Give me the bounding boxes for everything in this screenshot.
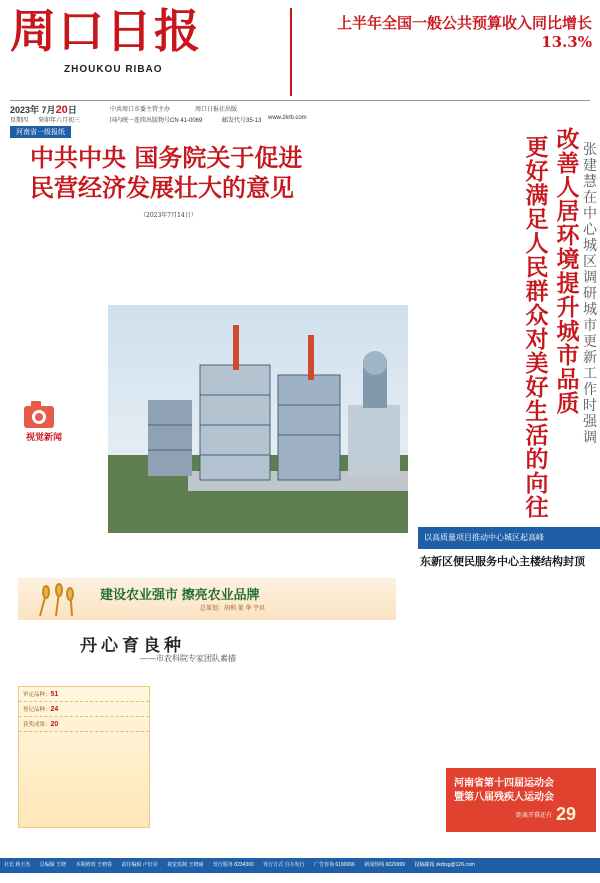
main-headline-line-2: 民营经济发展壮大的意见 — [30, 173, 294, 202]
footer-bar — [0, 858, 600, 873]
ag-article-col-0 — [18, 830, 148, 854]
ag-article-col-1 — [152, 668, 234, 854]
games-countdown-label: 距离开幕还有 — [516, 813, 553, 819]
footer-item: 广告咨询 6190066 — [313, 862, 355, 868]
newspaper-pinyin: ZHOUKOU RIBAO — [64, 64, 163, 75]
footer-item: 社长 蒋玉杰 — [4, 862, 31, 868]
project-banner: 以高质量项目推动中心城区起高峰 — [418, 527, 600, 549]
agriculture-banner-credit: 总策划：胡利 董 华 宇贝 — [200, 606, 266, 612]
footer-item: 发行方式 自办发行 — [263, 862, 305, 868]
ag-article-col-3 — [322, 620, 410, 854]
serial-number: 国内统一连续出版物号CN 41-0069 — [110, 118, 203, 124]
sports-games-ad — [446, 768, 596, 832]
main-headline-line-1: 中共中央 国务院关于促进 — [30, 143, 303, 172]
project-article-col-2 — [510, 570, 596, 764]
view-news-label: 视觉新闻 — [26, 432, 63, 442]
headline-date: （2023年7月14日） — [140, 212, 197, 219]
games-countdown-days: 29 — [556, 804, 577, 824]
top-article-col-1 — [300, 32, 392, 98]
top-article-col-3 — [496, 32, 592, 98]
dateline-rule — [10, 100, 590, 101]
main-headline — [30, 143, 440, 203]
article-col-1 — [12, 222, 104, 398]
top-headline: 上半年全国一般公共预算收入同比增长13.3% — [336, 14, 592, 51]
agriculture-subheadline: ——市农科院专家团队素描 — [140, 654, 236, 663]
industrial-plant-photo — [108, 305, 408, 533]
vertical-headline-col-b: 更好满足人民群众对美好生活的向往 — [525, 134, 549, 521]
wheat-icon — [26, 582, 86, 616]
footer-item: 责任编辑 卢好亮 — [121, 862, 158, 868]
publisher: 中共周口市委主管主办 — [110, 107, 171, 113]
ag-article-col-2 — [238, 668, 318, 854]
footer-item: 发行服务 8234300 — [212, 862, 254, 868]
footer-item: 本期值班 王晓春 — [75, 862, 112, 868]
view-news-badge — [22, 400, 64, 448]
article-col-4 — [310, 222, 406, 304]
postal-code: 邮发代号35-13 — [222, 118, 262, 124]
stat-row: 审定品种：51 — [19, 687, 149, 702]
masthead — [10, 6, 220, 96]
footer-item: 投稿邮箱 zkrbsg@126.com — [414, 862, 475, 868]
right-article-col — [418, 156, 518, 522]
vertical-headline-col-a: 改善人居环境 提升城市品质 — [556, 126, 580, 417]
lunar-date: 癸卯年六月初三 — [38, 118, 81, 124]
article-col-3 — [208, 222, 304, 304]
dateline — [10, 100, 600, 124]
stat-row: 登记品种：24 — [19, 702, 149, 717]
agriculture-banner — [18, 578, 396, 620]
top-article-col-2 — [396, 32, 492, 98]
vertical-subheadline: 张建慧在中心城区调研城市更新工作时强调 — [583, 142, 597, 446]
masthead-divider — [290, 8, 292, 96]
main-photo — [108, 305, 408, 533]
agriculture-headline: 丹心育良种 — [80, 636, 185, 656]
agriculture-banner-title: 建设农业强市 擦亮农业品牌 — [100, 587, 260, 602]
issue-date: 2023年 7月20日 — [10, 104, 77, 116]
stat-row: 获奖成果：20 — [19, 717, 149, 732]
section-flag: 河南省一级报纸 — [10, 126, 71, 138]
footer-item: 视觉监制 王晓丽 — [167, 862, 204, 868]
project-article-col-1 — [418, 570, 506, 764]
article-col-2 — [110, 222, 202, 304]
newspaper-title: 周口日报 — [10, 4, 202, 58]
games-line-2: 暨第八届残疾人运动会 — [454, 792, 554, 803]
project-subheadline: 东新区便民服务中心主楼结构封顶 — [420, 555, 585, 568]
website: www.zkrb.com — [268, 115, 307, 121]
publishing-office: 周口日报社出版 — [195, 107, 238, 113]
games-line-1: 河南省第十四届运动会 — [454, 778, 554, 789]
stats-infobox — [18, 686, 150, 828]
photo-caption — [12, 452, 104, 564]
weekday: 星期四 — [10, 118, 29, 124]
footer-item: 总编辑 王晓 — [39, 862, 67, 868]
footer-item: 新闻热线 6029999 — [364, 862, 406, 868]
